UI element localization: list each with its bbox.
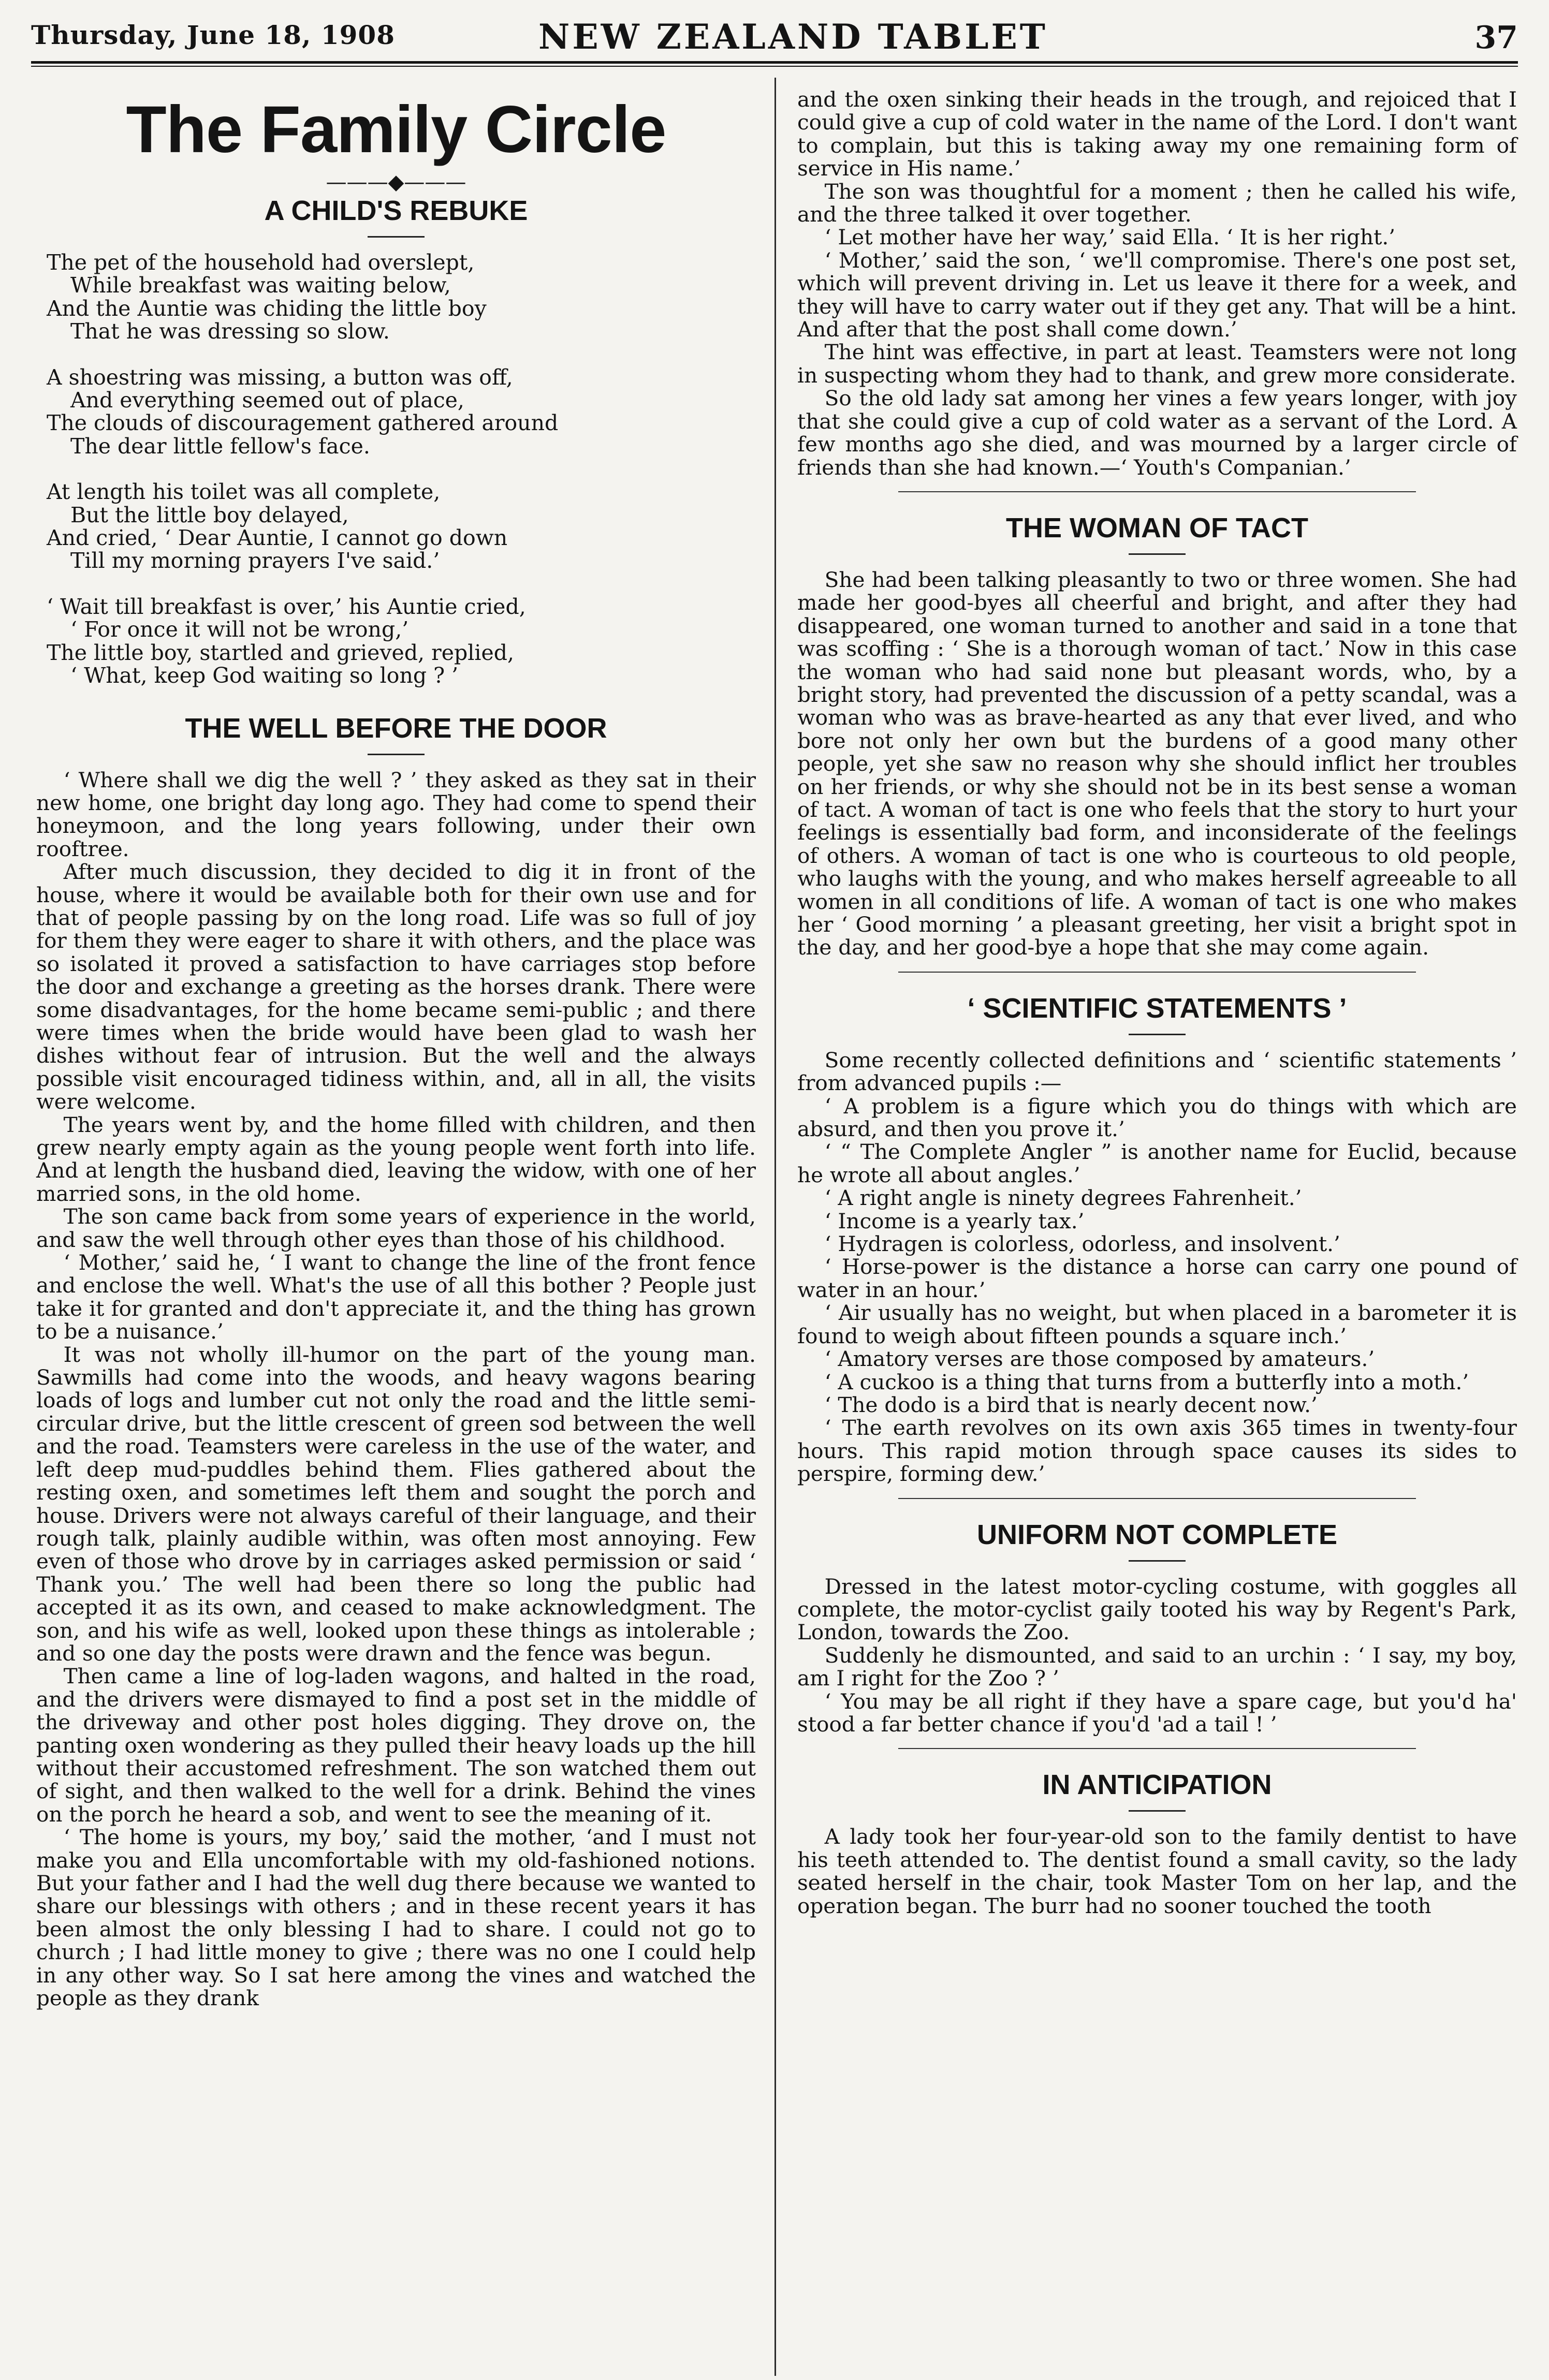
article-heading: ‘ SCIENTIFIC STATEMENTS ’ <box>967 992 1347 1024</box>
poem-line: That he was dressing so slow. <box>70 319 390 344</box>
poem-stanza <box>47 366 756 458</box>
page-header <box>31 10 1518 88</box>
paragraph: Some recently collected definitions and ‘ scientific statements ’ from advanced pupils :— <box>797 1047 1517 1096</box>
paragraph: Then came a line of log-laden wagons, and halted in the road, and the drivers were dismayed to find a post set in the middle of the driveway and other post holes digging. They drove on, the panting oxen wondering as they pulled their heavy loads up the hill without their accustomed refreshment. The son watched them out of sight, and then walked to the well for a drink. Behind the vines on the porch he heard a sob, and went to see the meaning of it. <box>36 1664 756 1827</box>
poem-line: At length his toilet was all complete, <box>47 479 441 505</box>
poem-line: And the Auntie was chiding the little boy <box>47 296 487 321</box>
poem-line: ‘ For once it will not be wrong,’ <box>70 617 409 642</box>
paragraph: The son came back from some years of experience in the world, and saw the well through other eyes than those of his childhood. <box>36 1204 756 1252</box>
paragraph: After much discussion, they decided to dig it in front of the house, where it would be available both for their own use and for that of people passing by on the long road. Life was so full of joy for them they were eager to share it with others, and the place was so isolated it proved a satisfaction to have carriages stop before the door and exchange a greeting as the horses drank. There were some disadvantages, for the home became semi-public ; and there were times when the bride would have been glad to wash her dishes without fear of intrusion. But the well and the always possible visit encouraged tidiness within, and, all in all, the visits were welcome. <box>36 859 756 1114</box>
paragraph: So the old lady sat among her vines a few years longer, with joy that she could give a cup of cold water as a servant of the Lord. A few months ago she died, and was mourned by a larger circle of friends than she had known.—‘ Youth's Companian.’ <box>797 386 1517 480</box>
article-body <box>797 1825 1517 1917</box>
article-continuation <box>797 88 1517 479</box>
poem-line: The dear little fellow's face. <box>70 433 370 459</box>
paragraph: It was not wholly ill-humor on the part of the young man. Sawmills had come into the woods, and heavy wagons bearing loads of logs and lumber cut not only the road and the little semi-circular drive, but the little crescent of green sod between the well and the road. Teamsters were careless in the use of the water, and left deep mud-puddles behind them. Flies gathered about the resting oxen, and sometimes left them and sought the porch and house. Drivers were not always careful of their language, and their rough talk, plainly audible within, was often most annoying. Few even of those who drove by in carriages asked permission or said ‘ Thank you.’ The well had been there so long the public had accepted it as its own, and ceased to make acknowledgment. The son, and his wife as well, looked upon these things as intolerable ; and so one day the posts were drawn and the fence was begun. <box>36 1342 756 1666</box>
paragraph: ‘ Air usually has no weight, but when placed in a barometer it is found to weigh about fifteen pounds a square inch.’ <box>797 1300 1517 1348</box>
left-column <box>36 88 756 2009</box>
poem-heading: A CHILD'S REBUKE <box>264 195 528 226</box>
paragraph: ‘ Horse-power is the distance a horse can carry one pound of water in an hour.’ <box>797 1254 1517 1302</box>
heading-rule <box>1129 1034 1186 1035</box>
paragraph: ‘ Let mother have her way,’ said Ella. ‘ It is her right.’ <box>824 225 1396 250</box>
paragraph: A lady took her four-year-old son to the family dentist to have his teeth attended to. The dentist found a small cavity, so the lady seated herself in the chair, took Master Tom on her lap, and the operation began. The burr had no sooner touched the tooth <box>797 1824 1517 1918</box>
issue-date: Thursday, June 18, 1908 <box>31 20 395 50</box>
header-rule <box>31 61 1518 64</box>
ornament-divider: ———◆——— <box>326 170 466 194</box>
paragraph: The son was thoughtful for a moment ; then he called his wife, and the three talked it over together. <box>797 179 1517 227</box>
paragraph: ‘ A right angle is ninety degrees Fahrenheit.’ <box>824 1185 1302 1211</box>
poem-line: ‘ What, keep God waiting so long ? ’ <box>70 663 459 688</box>
article-heading: THE WELL BEFORE THE DOOR <box>185 712 607 744</box>
section-rule <box>898 1498 1416 1499</box>
paragraph: ‘ Amatory verses are those composed by amateurs.’ <box>824 1346 1375 1372</box>
column-divider <box>774 78 776 2376</box>
poem-stanza <box>47 251 756 343</box>
paragraph: ‘ The home is yours, my boy,’ said the mother, ‘and I must not make you and Ella uncomfortable with my old-fashioned notions. But your father and I had the well dug there because we wanted to share our blessings with others ; and in these recent years it has been almost the only blessing I had to share. I could not go to church ; I had little money to give ; there was no one I could help in any other way. So I sat here among the vines and watched the people as they drank <box>36 1825 756 2011</box>
poem-line: The clouds of discouragement gathered around <box>47 410 559 436</box>
section-rule <box>898 491 1416 492</box>
paragraph: Dressed in the latest motor-cycling costume, with goggles all complete, the motor-cyclist gaily tooted his way by Regent's Park, London, towards the Zoo. <box>797 1574 1517 1645</box>
paragraph: ‘ Income is a yearly tax.’ <box>824 1208 1085 1233</box>
paragraph: ‘ A cuckoo is a thing that turns from a butterfly into a moth.’ <box>824 1369 1469 1394</box>
poem-line: And cried, ‘ Dear Auntie, I cannot go down <box>47 525 508 551</box>
heading-rule <box>1129 553 1186 555</box>
poem-line: But the little boy delayed, <box>70 502 349 527</box>
article-heading: UNIFORM NOT COMPLETE <box>977 1519 1337 1550</box>
poem-line: A shoestring was missing, a button was off, <box>47 364 513 390</box>
paragraph: ‘ The earth revolves on its own axis 365 times in twenty-four hours. This rapid motion through space causes its sides to perspire, forming dew.’ <box>797 1415 1517 1487</box>
poem-stanza <box>47 480 756 572</box>
heading-rule <box>1129 1810 1186 1812</box>
section-rule <box>898 1748 1416 1749</box>
paragraph: ‘ Mother,’ said the son, ‘ we'll compromise. There's one post set, which will prevent driving in. Let us leave it there for a week, and they will have to carry water out if they get any. That will be a hint. And after that the post shall come down.’ <box>797 247 1517 342</box>
poem-line: Till my morning prayers I've said.’ <box>70 548 440 574</box>
paragraph: ‘ Hydragen is colorless, odorless, and insolvent.’ <box>824 1231 1340 1257</box>
poem-line: And everything seemed out of place, <box>70 388 464 413</box>
paragraph: The years went by, and the home filled with children, and then grew nearly empty again as the young people went forth into life. And at length the husband died, leaving the widow, with one of her married sons, in the old home. <box>36 1112 756 1206</box>
heading-rule <box>1129 1560 1186 1562</box>
poem-line: The pet of the household had overslept, <box>47 250 475 275</box>
poem-line: The little boy, startled and grieved, replied, <box>47 640 515 665</box>
paragraph: ‘ A problem is a figure which you do things with which are absurd, and then you prove it.’ <box>797 1093 1517 1142</box>
right-column <box>797 88 1517 1917</box>
paragraph: Suddenly he dismounted, and said to an urchin : ‘ I say, my boy, am I right for the Zoo ? ’ <box>797 1642 1517 1691</box>
article-body <box>36 769 756 2010</box>
section-title: The Family Circle <box>126 93 666 167</box>
paragraph: ‘ “ The Complete Angler ” is another name for Euclid, because he wrote all about angles.’ <box>797 1139 1517 1187</box>
article-body <box>797 1049 1517 1486</box>
article-heading: THE WOMAN OF TACT <box>1006 512 1308 543</box>
article-body <box>797 568 1517 959</box>
paragraph: She had been talking pleasantly to two or three women. She had made her good-byes all cheerful and bright, and after they had disappeared, one woman turned to another and said in a tone that was scoffing : ‘ She is a thorough woman of tact.’ Now in this case the woman who had said none but pleasant words, who, by a bright story, had prevented the discussion of a petty scandal, was a woman who was as brave-hearted as any that ever lived, and who bore not only her own but the burdens of a good many other people, yet she saw no reason why she should inflict her troubles on her friends, or why she should not be in its best sense a woman of tact. A woman of tact is one who feels that the story to hurt your feelings is essentially bad form, and inconsiderate of the feelings of others. A woman of tact is one who is courteous to old people, who laughs with the young, and who makes herself agreeable to all women in all conditions of life. A woman of tact is one who makes her ‘ Good morning ’ a pleasant greeting, her visit a bright spot in the day, and her good-bye a hope that she may come again. <box>797 567 1517 960</box>
paragraph: ‘ Mother,’ said he, ‘ I want to change the line of the front fence and enclose the well. What's the use of all this bother ? People just take it for granted and don't appreciate it, and the thing has grown to be a nuisance.’ <box>36 1250 756 1344</box>
paragraph: ‘ The dodo is a bird that is nearly decent now.’ <box>824 1392 1318 1417</box>
article-body <box>797 1575 1517 1736</box>
masthead-title: NEW ZEALAND TABLET <box>538 17 1048 57</box>
paragraph: ‘ You may be all right if they have a spare cage, but you'd ha' stood a far better chance if you'd 'ad a tail ! ’ <box>797 1688 1517 1737</box>
poem-line: While breakfast was waiting below, <box>70 273 451 298</box>
article-heading: IN ANTICIPATION <box>1042 1769 1272 1801</box>
page-number: 37 <box>1474 20 1518 56</box>
paragraph: ‘ Where shall we dig the well ? ’ they asked as they sat in their new home, one bright day long ago. They had come to spend their honeymoon, and the long years following, under their own rooftree. <box>36 767 756 861</box>
paragraph: and the oxen sinking their heads in the trough, and rejoiced that I could give a cup of cold water in the name of the Lord. I don't want to complain, but this is taking away my one remaining form of service in His name.’ <box>797 87 1517 181</box>
paragraph: The hint was effective, in part at least. Teamsters were not long in suspecting whom they had to thank, and grew more considerate. <box>797 340 1517 388</box>
header-rule-thin <box>31 66 1518 67</box>
poem <box>36 251 756 687</box>
poem-stanza <box>47 595 756 687</box>
heading-rule <box>368 754 425 755</box>
poem-line: ‘ Wait till breakfast is over,’ his Auntie cried, <box>47 594 526 619</box>
section-rule <box>898 972 1416 973</box>
heading-rule <box>368 236 425 238</box>
